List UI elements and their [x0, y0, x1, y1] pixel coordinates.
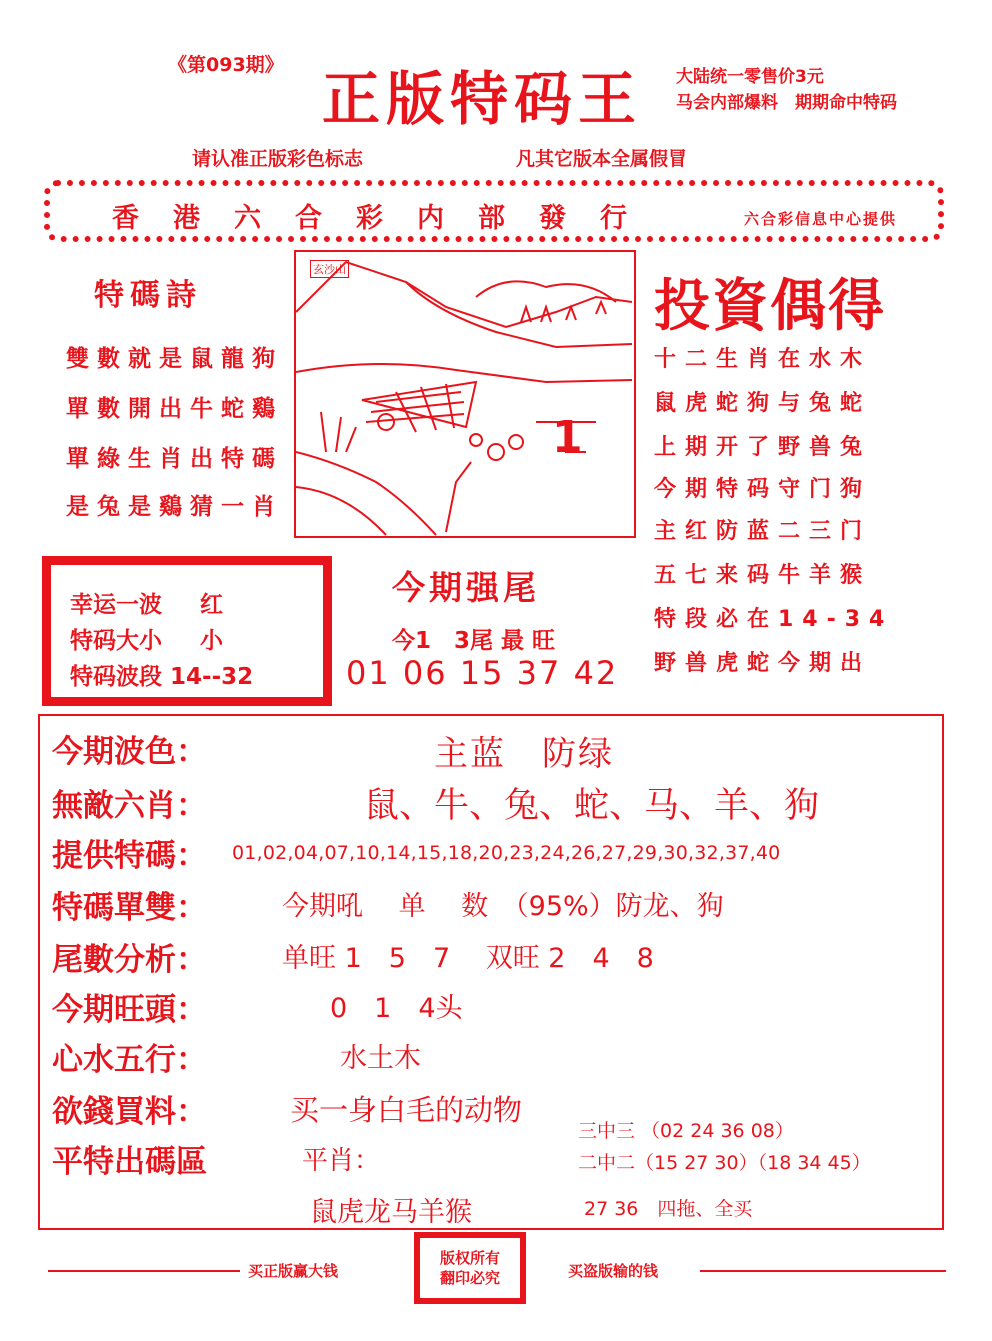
- landscape-drawing: [296, 252, 634, 536]
- copyright-line: 翻印必究: [439, 1269, 500, 1287]
- footer-right-text: 买盗版输的钱: [568, 1262, 659, 1280]
- row-label: 無敵六肖：: [52, 788, 207, 824]
- poem-line: 單數開出牛蛇鷄: [66, 396, 283, 422]
- lucky-label: 幸运一波: [70, 592, 162, 618]
- strong-tail-sub: 今1 3尾 最 旺: [392, 628, 556, 654]
- flat-zodiac-label: 平肖：: [302, 1146, 381, 1176]
- strong-tail-numbers: 01 06 15 37 42: [346, 654, 619, 692]
- poem-line: 是兔是鷄猜一肖: [66, 494, 283, 520]
- notice-left: 请认准正版彩色标志: [192, 148, 364, 170]
- two-of-two: 二中二（15 27 30）（18 34 45）: [578, 1152, 871, 1174]
- invest-line: 今期特码守门狗: [654, 477, 872, 502]
- band-provider: 六合彩信息中心提供: [744, 210, 898, 228]
- footer-rule-left: [48, 1270, 240, 1272]
- band-title: 香港六合彩内部發行: [112, 203, 661, 234]
- poem-line: 單綠生肖出特碼: [66, 446, 283, 472]
- invest-line: 十二生肖在水木: [654, 347, 872, 372]
- drag-combo: 27 36 四拖、全买: [584, 1198, 753, 1220]
- notice-right: 凡其它版本全属假冒: [516, 148, 688, 170]
- tail-analysis-value: 单旺 1 5 7 双旺 2 4 8: [282, 943, 654, 974]
- price-line: 大陆统一零售价3元: [676, 67, 824, 87]
- row-label: 平特出碼區: [52, 1144, 207, 1180]
- row-label: 心水五行：: [52, 1042, 207, 1078]
- lucky-row: [70, 586, 223, 619]
- invest-line: 特段必在14-34: [654, 607, 894, 632]
- row-label: 欲錢買料：: [52, 1094, 207, 1130]
- brand-title: 正版特码王: [322, 65, 643, 133]
- strong-tail-title: 今期强尾: [392, 568, 540, 607]
- six-zodiac-value: 鼠、牛、兔、蛇、马、羊、狗: [364, 786, 820, 826]
- slogan-line: 马会内部爆料 期期命中特码: [676, 93, 897, 113]
- price-block: [676, 64, 897, 116]
- invest-line: 主红防蓝二三门: [654, 519, 872, 544]
- three-of-three: 三中三 （02 24 36 08）: [578, 1120, 794, 1142]
- special-numbers-value: 01,02,04,07,10,14,15,18,20,23,24,26,27,29,30,32,37,40: [232, 842, 781, 864]
- lucky-value: 红: [200, 592, 224, 618]
- copyright-box: [414, 1232, 526, 1304]
- lucky-value: 14--32: [170, 664, 254, 690]
- lucky-label: 特码大小: [70, 628, 162, 654]
- invest-title: 投資偶得: [654, 273, 886, 339]
- lucky-value: 小: [200, 628, 224, 654]
- copyright-line: 版权所有: [439, 1249, 500, 1267]
- artist-stamp: 玄沙山: [310, 260, 349, 278]
- lucky-label: 特码波段: [70, 664, 162, 690]
- row-label: 提供特碼：: [52, 838, 207, 874]
- riddle-illustration: [294, 250, 636, 538]
- row-label: 今期旺頭：: [52, 992, 207, 1028]
- invest-line: 鼠虎蛇狗与兔蛇: [654, 391, 872, 416]
- wave-color-value: 主蓝 防绿: [434, 734, 614, 774]
- lucky-row: [70, 658, 253, 691]
- row-label: 特碼單雙：: [52, 890, 207, 926]
- lucky-row: [70, 622, 223, 655]
- invest-line: 上期开了野兽兔: [654, 435, 872, 460]
- invest-line: 五七来码牛羊猴: [654, 563, 872, 588]
- hot-head-value: 0 1 4头: [330, 993, 463, 1024]
- buy-hint-value: 买一身白毛的动物: [290, 1093, 523, 1127]
- poem-title: 特碼詩: [94, 278, 202, 313]
- odd-even-value: 今期吼 单 数 （95%）防龙、狗: [282, 891, 724, 922]
- row-label: 今期波色：: [52, 734, 207, 770]
- flat-zodiac-value: 鼠虎龙马羊猴: [310, 1197, 472, 1228]
- poem-line: 雙數就是鼠龍狗: [66, 346, 283, 372]
- five-elements-value: 水土木: [340, 1043, 421, 1074]
- footer-left-text: 买正版赢大钱: [248, 1262, 339, 1280]
- footer-rule-right: [700, 1270, 946, 1272]
- riddle-number: 1: [552, 412, 583, 463]
- issue-number: 《第093期》: [168, 54, 284, 76]
- invest-line: 野兽虎蛇今期出: [654, 651, 872, 676]
- row-label: 尾數分析：: [52, 942, 207, 978]
